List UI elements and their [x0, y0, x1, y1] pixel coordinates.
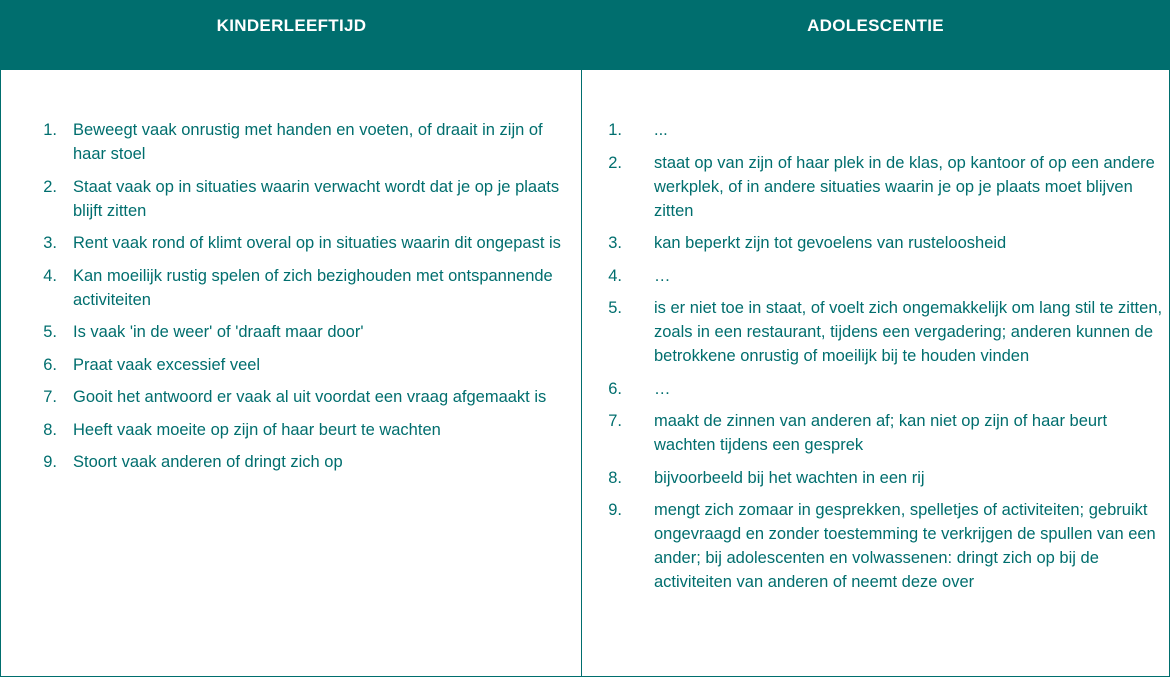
list-item-number: 5.: [608, 299, 622, 317]
list-item: [582, 231, 1169, 255]
list-item: [582, 466, 1169, 490]
list-item-number: 2.: [608, 153, 622, 172]
list-item: [582, 409, 1169, 457]
list-item: [1, 175, 581, 223]
list-item-text: …: [654, 379, 671, 398]
list-item-number: 1.: [608, 121, 622, 139]
list-item: [1, 418, 581, 442]
list-item-number: 8.: [608, 468, 622, 487]
list-item-number: 8.: [43, 420, 57, 439]
column-header-adolescentie: ADOLESCENTIE: [582, 1, 1169, 70]
list-item-number: 3.: [43, 234, 57, 252]
list-item-number: 4.: [608, 266, 622, 285]
list-item: [1, 264, 581, 312]
list-item-text: Praat vaak excessief veel: [73, 355, 261, 374]
list-item: [582, 498, 1169, 594]
list-item-number: 6.: [43, 355, 57, 374]
list-item: [582, 151, 1169, 223]
list-item-text: Stoort vaak anderen of dringt zich op: [73, 453, 343, 471]
list-item: [582, 377, 1169, 401]
list-item-text: Gooit het antwoord er vaak al uit voordat een vraag afgemaakt is: [73, 388, 547, 406]
column-header-kinderleeftijd: KINDERLEEFTIJD: [1, 1, 582, 70]
list-item: [1, 450, 581, 474]
list-item: [1, 231, 581, 255]
list-item: [1, 385, 581, 409]
list-item-text: Beweegt vaak onrustig met handen en voeten, of draait in zijn of haar stoel: [73, 121, 543, 163]
list-item-text: is er niet toe in staat, of voelt zich ongemakkelijk om lang stil te zitten, zoals in een restaurant, tijdens een vergadering; anderen kunnen de betrokkene onrustig of moeilijk bij te houden vinden: [654, 299, 1163, 365]
column-body-adolescentie: [582, 70, 1169, 676]
list-item-number: 9.: [608, 501, 622, 519]
list-item: [582, 118, 1169, 142]
list-item: [1, 353, 581, 377]
list-item: [582, 264, 1169, 288]
list-item-text: mengt zich zomaar in gesprekken, spelletjes of activiteiten; gebruikt ongevraagd en zonder toestemming te verkrijgen de spullen van een ander; bij adolescenten en volwassenen: dringt zich op bij de activiteiten van anderen of neemt deze over: [654, 501, 1156, 591]
list-item-number: 7.: [608, 412, 622, 430]
symptom-list-adolescentie: [582, 118, 1169, 594]
list-item-number: 5.: [43, 323, 57, 341]
list-item-text: Rent vaak rond of klimt overal op in situaties waarin dit ongepast is: [73, 234, 561, 252]
list-item-text: maakt de zinnen van anderen af; kan niet op zijn of haar beurt wachten tijdens een gesprek: [654, 412, 1108, 454]
list-item-text: …: [654, 266, 671, 285]
symptom-list-kinderleeftijd: [1, 118, 581, 474]
list-item: [582, 296, 1169, 368]
list-item: [1, 118, 581, 166]
list-item-text: Staat vaak op in situaties waarin verwacht wordt dat je op je plaats blijft zitten: [73, 177, 560, 220]
column-body-kinderleeftijd: [1, 70, 582, 676]
list-item-text: kan beperkt zijn tot gevoelens van rusteloosheid: [654, 234, 1007, 252]
list-item-number: 6.: [608, 379, 622, 398]
list-item-number: 4.: [43, 266, 57, 285]
list-item-number: 9.: [43, 453, 57, 471]
list-item-text: Is vaak 'in de weer' of 'draaft maar door': [73, 323, 364, 341]
list-item-number: 3.: [608, 234, 622, 252]
list-item-text: staat op van zijn of haar plek in de klas, op kantoor of op een andere werkplek, of in andere situaties waarin je op je plaats moet blijven zitten: [654, 153, 1155, 220]
list-item-text: ...: [654, 121, 668, 139]
list-item-text: bijvoorbeeld bij het wachten in een rij: [654, 468, 925, 487]
list-item-number: 7.: [43, 388, 57, 406]
list-item: [1, 320, 581, 344]
list-item-text: Heeft vaak moeite op zijn of haar beurt te wachten: [73, 420, 441, 439]
list-item-number: 1.: [43, 121, 57, 139]
list-item-text: Kan moeilijk rustig spelen of zich bezighouden met ontspannende activiteiten: [73, 266, 553, 309]
list-item-number: 2.: [43, 177, 57, 196]
